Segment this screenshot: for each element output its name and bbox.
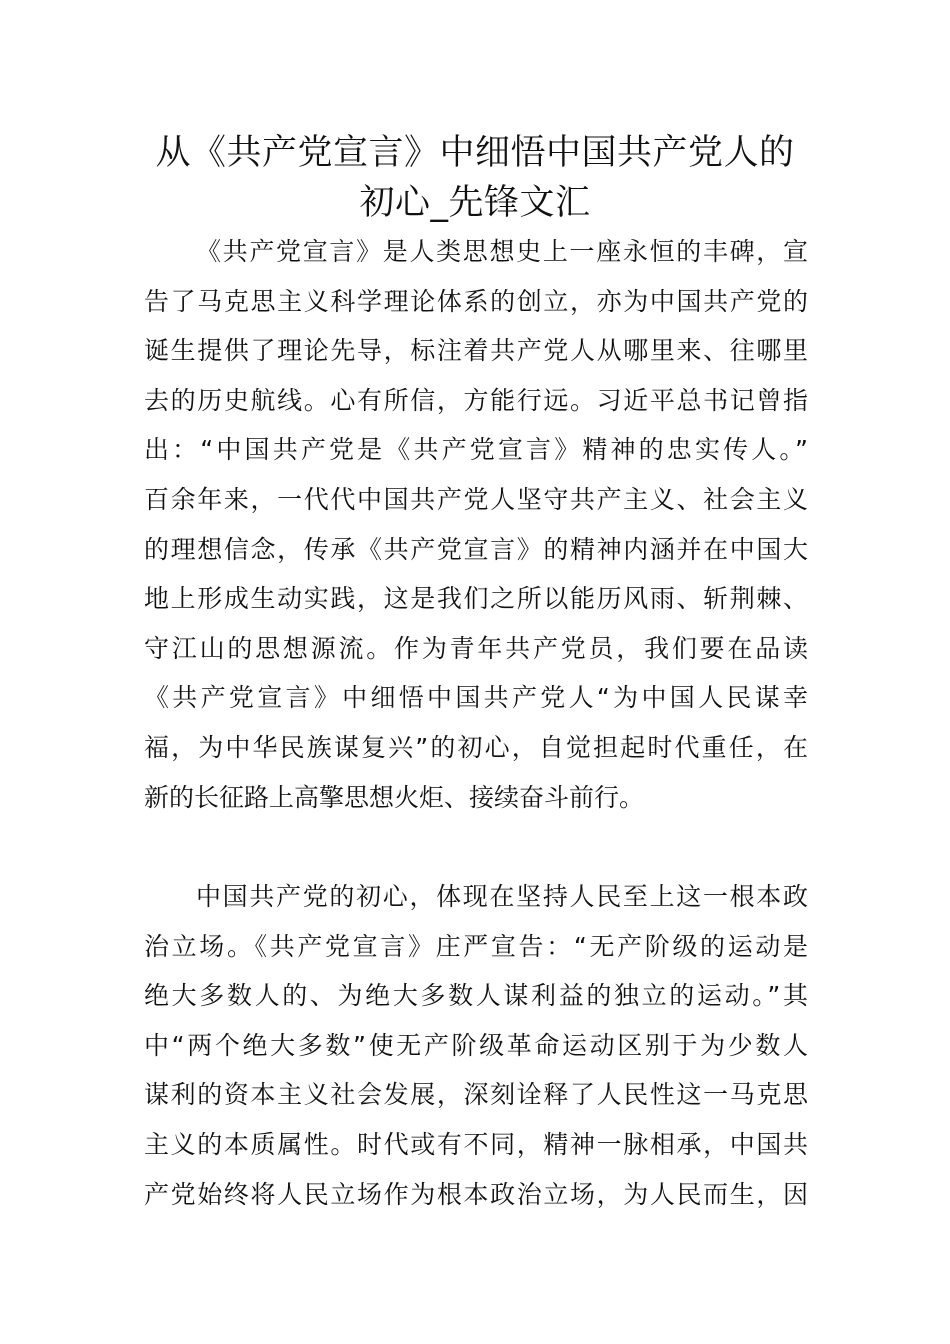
paragraph-line: 主义的本质属性。时代或有不同，精神一脉相承，中国共: [144, 1129, 808, 1159]
paragraph-line: 地上形成生动实践，这是我们之所以能历风雨、斩荆棘、: [144, 584, 808, 614]
paragraph-line: 福，为中华民族谋复兴”的初心，自觉担起时代重任，在: [144, 732, 808, 762]
paragraph-line: 告了马克思主义科学理论体系的创立，亦为中国共产党的: [144, 286, 808, 316]
title-line: 从《共产党宣言》中细悟中国共产党人的: [155, 133, 795, 173]
paragraph-line: 百余年来，一代代中国共产党人坚守共产主义、社会主义: [144, 484, 808, 514]
paragraph-line: 谋利的资本主义社会发展，深刻诠释了人民性这一马克思: [144, 1080, 808, 1110]
paragraph-line: 新的长征路上高擎思想火炬、接续奋斗前行。: [144, 782, 645, 812]
paragraph-line: 中“两个绝大多数”使无产阶级革命运动区别于为少数人: [144, 1030, 808, 1060]
paragraph-line: 去的历史航线。心有所信，方能行远。习近平总书记曾指: [144, 385, 808, 415]
paragraph-line: 诞生提供了理论先导，标注着共产党人从哪里来、往哪里: [144, 336, 808, 366]
document-title: [140, 128, 810, 228]
paragraph-line: 《共产党宣言》是人类思想史上一座永恒的丰碑，宣: [196, 237, 808, 266]
paragraph-1: [144, 227, 808, 822]
paragraph-line: 中国共产党的初心，体现在坚持人民至上这一根本政: [196, 882, 808, 911]
paragraph-line: 出：“中国共产党是《共产党宣言》精神的忠实传人。”: [144, 435, 808, 465]
paragraph-line: 绝大多数人的、为绝大多数人谋利益的独立的运动。”其: [144, 981, 808, 1011]
paragraph-line: 《共产党宣言》中细悟中国共产党人“为中国人民谋幸: [144, 683, 808, 713]
paragraph-line: 守江山的思想源流。作为青年共产党员，我们要在品读: [144, 633, 808, 663]
paragraph-line: 产党始终将人民立场作为根本政治立场，为人民而生，因: [144, 1179, 808, 1209]
paragraph-line: 治立场。《共产党宣言》庄严宣告：“无产阶级的运动是: [144, 931, 808, 961]
title-line: 初心_先锋文汇: [359, 183, 591, 223]
paragraph-2: [144, 872, 808, 1219]
paragraph-line: 的理想信念，传承《共产党宣言》的精神内涵并在中国大: [144, 534, 808, 564]
